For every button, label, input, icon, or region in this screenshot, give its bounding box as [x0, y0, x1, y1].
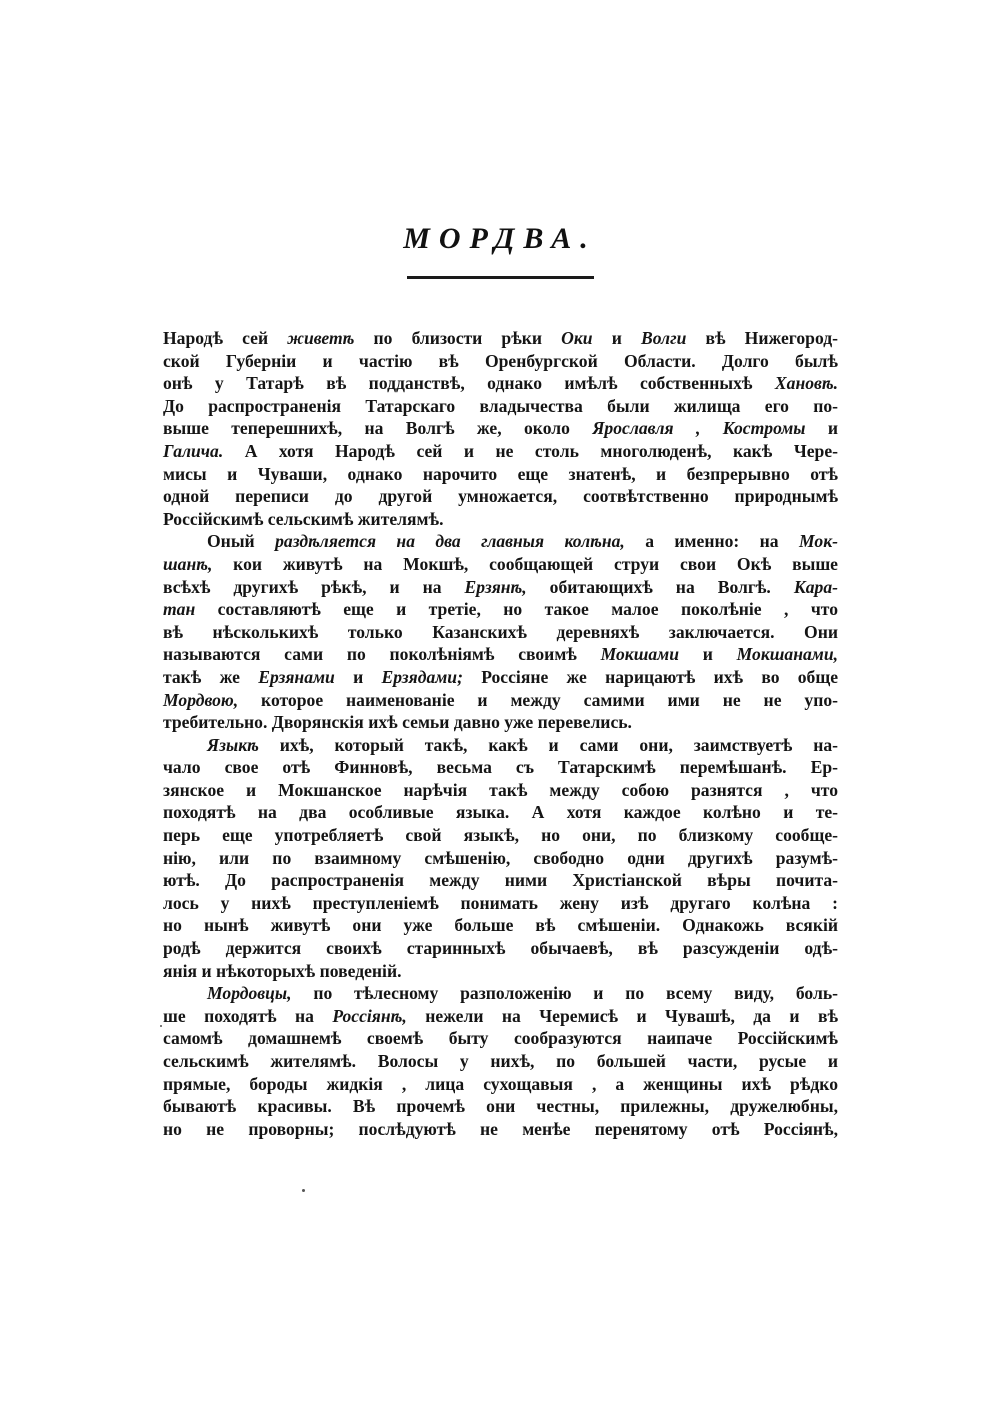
text-line [163, 485, 838, 508]
text-line [163, 350, 838, 373]
text-line [163, 847, 838, 870]
text-line [163, 598, 838, 621]
text-line [163, 463, 838, 486]
text-run: До распространенія Татарскаго владычества были жилища его по- [163, 395, 838, 416]
text-run: сельскимѣ жителямѣ. Волосы у нихѣ, по большей части, русые и [163, 1051, 838, 1071]
italic-text: Ерзянами [258, 666, 335, 687]
text-run: по тѣлесному разположенію и по всему виду, боль- [291, 983, 838, 1004]
text-run: по близости рѣки [354, 328, 562, 348]
text-run: лось у нихѣ преступленіемѣ понимать жену изѣ другаго колѣна : [163, 892, 838, 913]
text-run: и [592, 328, 641, 348]
italic-text: тан [163, 599, 196, 620]
italic-text: Оки [561, 328, 593, 348]
italic-text: Мокшанами, [736, 644, 839, 665]
italic-text: Мокшами [600, 644, 680, 665]
italic-text: Мордвою, [163, 689, 239, 710]
text-run: называются сами по поколѣніямѣ своимѣ [163, 644, 601, 665]
italic-text: Галича. [163, 440, 224, 461]
text-line [163, 530, 838, 553]
text-run: кои живутѣ на Мокшѣ, сообщающей струи свои Окѣ выше [212, 553, 838, 574]
text-line [163, 1118, 838, 1141]
text-run: походятѣ на два особливые языка. А хотя каждое колѣно и те- [163, 802, 838, 823]
text-run: и [805, 418, 839, 439]
text-line [163, 1005, 838, 1028]
text-run: чало свое отѣ Финновѣ, весьма съ Татарскимѣ перемѣшанѣ. Ер- [163, 757, 838, 778]
text-run: ше походятѣ на [163, 1005, 333, 1026]
text-line [163, 1050, 838, 1073]
text-run: требительно. Дворянскія ихѣ семьи давно уже перевелись. [163, 712, 632, 733]
print-speck [160, 1025, 162, 1027]
text-run: мисы и Чуваши, однако нарочито еще знатенѣ, и безпрерывно отѣ [163, 463, 838, 484]
text-line [163, 327, 838, 350]
text-run: ютѣ. До распространенія между ними Христіанской вѣры почита- [163, 870, 838, 891]
text-line [163, 440, 838, 463]
text-run: ской Губерніи и частію вѣ Оренбургской Области. Долго былѣ [163, 350, 838, 371]
text-run: онѣ у Татарѣ вѣ подданствѣ, однако имѣлѣ собственныхѣ [163, 373, 775, 394]
text-line [163, 643, 838, 666]
text-line [163, 553, 838, 576]
text-run: родѣ держится своихѣ старинныхѣ обычаевѣ, вѣ разсужденіи одѣ- [163, 938, 838, 959]
text-run: такѣ же [163, 666, 259, 687]
italic-text: Россіянѣ, [332, 1005, 407, 1026]
text-line [163, 621, 838, 644]
text-run: обитающихѣ на Волгѣ. [526, 576, 794, 597]
text-line [163, 869, 838, 892]
text-run: зянское и Мокшанское нарѣчія такѣ между собою разнятся , что [163, 779, 838, 800]
text-line [163, 756, 838, 779]
text-run: выше теперешнихѣ, на Волгѣ же, около [163, 418, 593, 439]
text-run: всѣхѣ другихѣ рѣкѣ, и на [163, 576, 465, 597]
text-run: нежели на Черемисѣ и Чувашѣ, да и вѣ [406, 1005, 838, 1026]
text-line [163, 1073, 838, 1096]
italic-text: Языкѣ [207, 734, 259, 755]
text-run: а именно: на [624, 531, 800, 552]
text-run: и [334, 666, 382, 687]
text-run: самомѣ домашнемѣ своемѣ быту сообразуются наипаче Россійскимѣ [163, 1028, 838, 1049]
text-line [163, 417, 838, 440]
text-line [163, 576, 838, 599]
print-speck [302, 1189, 305, 1192]
text-run: Россіяне же нарицаютѣ ихѣ во обще [462, 666, 839, 687]
text-run: ихѣ, который такѣ, какѣ и сами они, заимствуетѣ на- [258, 734, 838, 755]
text-run: нію, или по взаимному смѣшенію, свободно одни другихѣ разумѣ- [163, 847, 838, 868]
italic-text: шанѣ, [163, 553, 213, 574]
text-run: янія и нѣкоторыхѣ поведеній. [163, 960, 402, 981]
italic-text: Мок- [799, 531, 838, 552]
italic-text: раздѣляется на два главныя колѣна, [275, 531, 625, 552]
text-run: бываютѣ красивы. Вѣ прочемѣ они честны, прилежны, дружелюбны, [163, 1096, 838, 1117]
text-run: Оный [207, 531, 276, 552]
italic-text: Мордовцы, [207, 983, 292, 1004]
italic-text: Волги [640, 328, 687, 348]
italic-text: Ерзянѣ, [464, 576, 527, 597]
italic-text: Хановѣ. [774, 373, 838, 394]
text-run: прямые, бороды жидкія , лица сухощавыя , а женщины ихѣ рѣдко [163, 1073, 838, 1094]
italic-text: Кара- [793, 576, 838, 597]
text-line [163, 801, 838, 824]
text-line [163, 666, 838, 689]
text-line [163, 937, 838, 960]
text-line [163, 892, 838, 915]
text-run: которое наименованіе и между самими ими не не упо- [238, 689, 838, 710]
text-line [163, 1027, 838, 1050]
text-line [163, 824, 838, 847]
text-run: составляютѣ еще и третіе, но такое малое поколѣніе , что [195, 599, 838, 620]
text-run: вѣ Нижегород- [686, 328, 838, 348]
text-line [163, 960, 838, 983]
title-underline [407, 276, 594, 279]
text-line [163, 1095, 838, 1118]
text-run: Народѣ сей [163, 328, 288, 348]
text-run: вѣ нѣсколькихѣ только Казанскихѣ деревняхѣ заключается. Они [163, 621, 838, 642]
page-title: МОРДВА. [403, 222, 597, 255]
italic-text: Ерзядами; [381, 666, 463, 687]
text-line [163, 689, 838, 712]
text-run: и [679, 644, 737, 665]
text-line [163, 982, 838, 1005]
text-run: А хотя Народѣ сей и не столь многолюденѣ, какѣ Чере- [223, 440, 838, 461]
text-run: Россійскимѣ сельскимѣ жителямѣ. [163, 508, 444, 529]
text-line [163, 395, 838, 418]
body-text [163, 327, 838, 1140]
text-line [163, 779, 838, 802]
text-run: одной переписи до другой умножается, соотвѣтственно природнымѣ [163, 486, 838, 507]
text-line [163, 734, 838, 757]
text-line [163, 914, 838, 937]
text-line [163, 372, 838, 395]
text-run: перь еще употребляетѣ свой языкѣ, но они, по близкому сообще- [163, 825, 838, 846]
text-run: но нынѣ живутѣ они уже больше вѣ смѣшеніи. Однакожь всякій [163, 915, 838, 936]
text-line [163, 711, 838, 734]
italic-text: живетѣ [287, 328, 355, 348]
italic-text: Ярославля , Костромы [592, 418, 806, 439]
text-run: но не проворны; послѣдуютѣ не менѣе перенятому отѣ Россіянѣ, [163, 1118, 838, 1139]
text-line [163, 508, 838, 531]
